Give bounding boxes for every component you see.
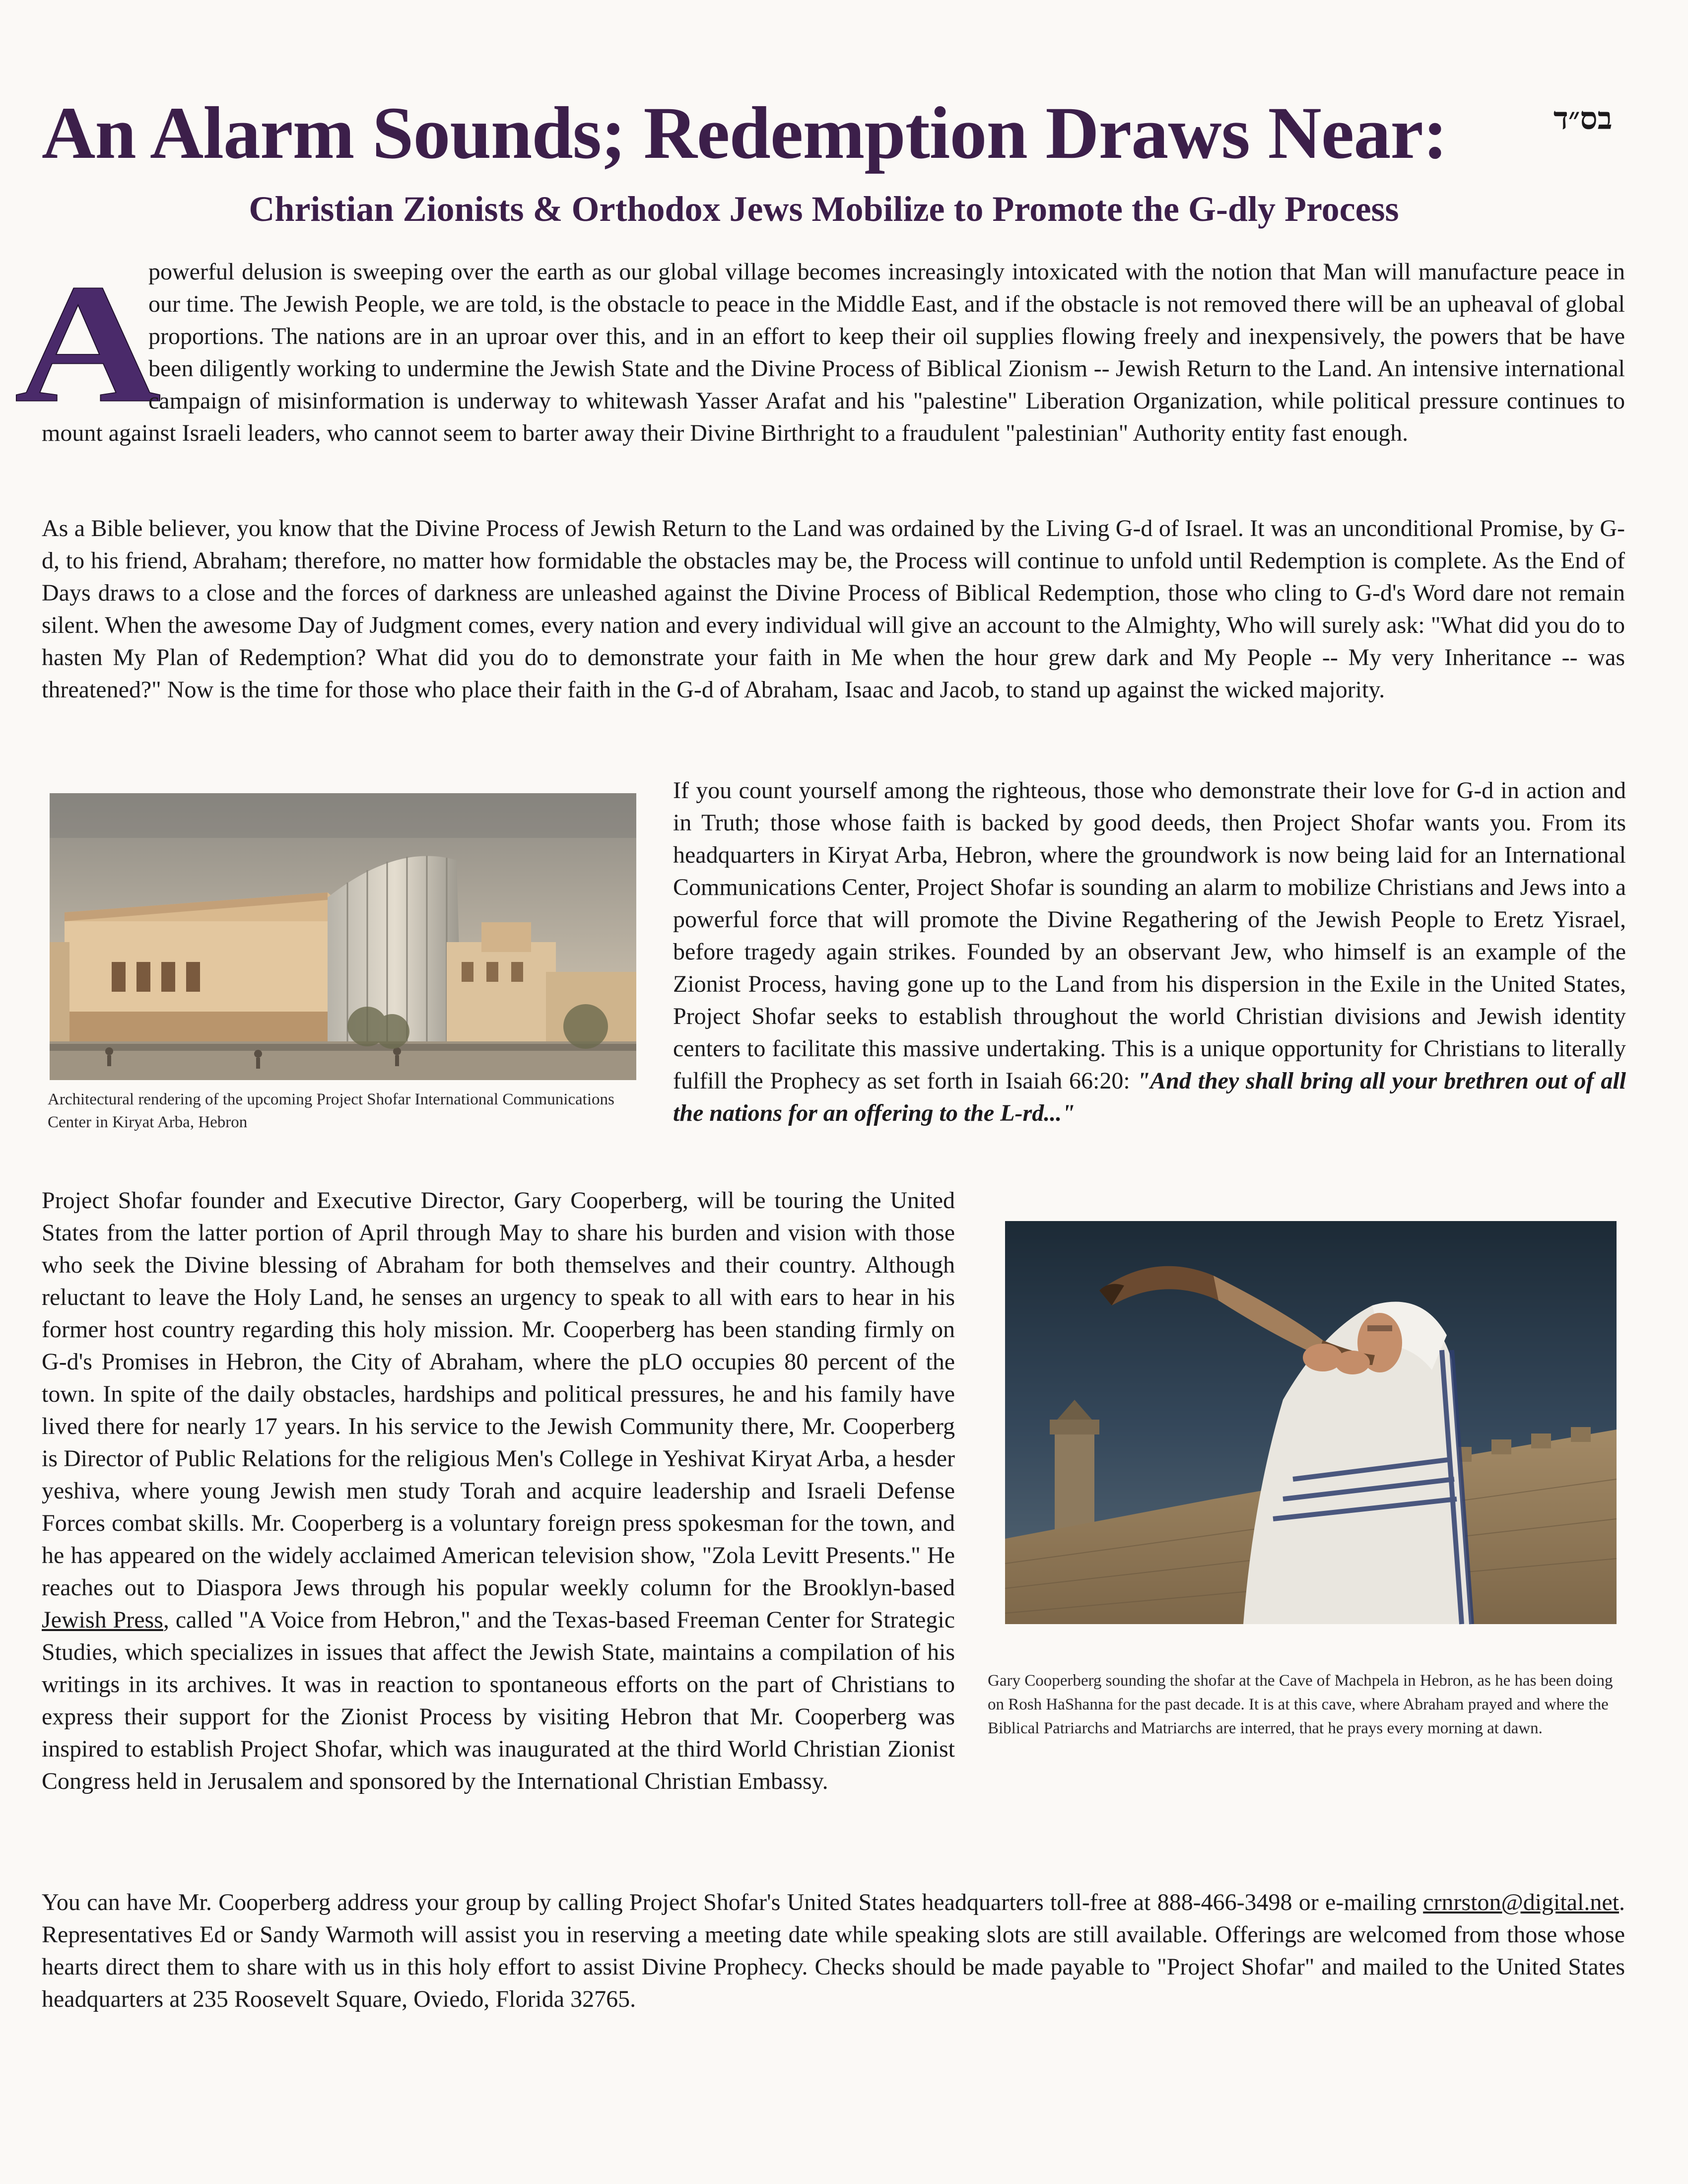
- isaiah-verse-quote: "And they shall bring all your brethren out of all the nations for an offering to the L-rd...": [673, 1068, 1626, 1126]
- rendering-caption: Architectural rendering of the upcoming Project Shofar International Communications Center in Kiryat Arba, Hebron: [48, 1091, 614, 1131]
- tour-text-before: Project Shofar founder and Executive Director, Gary Cooperberg, will be touring the United States from the latter portion of April through May to share his burden and vision with those who seek the Divine blessing of Abraham for both themselves and their country. Although reluctant to leave the Holy Land, he senses an urgency to speak to all with ears to hear in his former host country regarding this holy mission. Mr. Cooperberg has been standing firmly on G-d's Promises in Hebron, the City of Abraham, where the pLO occupies 80 percent of the town. In spite of the daily obstacles, hardships and political pressures, he and his family have lived there for nearly 17 years. In his service to the Jewish Community there, Mr. Cooperberg is Director of Public Relations for the religious Men's College in Yeshivat Kiryat Arba, a hesder yeshiva, where young Jewish men study Torah and acquire leadership and Israeli Defense Forces combat skills. Mr. Cooperberg is a voluntary foreign press spokesman for the town, and he has appeared on the widely acclaimed American television show, "Zola Levitt Presents." He reaches out to Diaspora Jews through his popular weekly column for the Brooklyn-based: [42, 1187, 955, 1601]
- shofar-photo-illustration: [1005, 1221, 1617, 1624]
- page-headline: An Alarm Sounds; Redemption Draws Near:: [42, 92, 1447, 174]
- project-shofar-paragraph: [673, 774, 1626, 1129]
- drop-cap-letter: A: [14, 249, 162, 438]
- intro-paragraph-1: [42, 256, 1625, 449]
- jewish-press-title: Jewish Press: [42, 1607, 163, 1633]
- contact-email-link[interactable]: crnrston@digital.net: [1423, 1889, 1619, 1915]
- architectural-rendering-illustration: [50, 793, 636, 1080]
- closing-text-after: . Representatives Ed or Sandy Warmoth will assist you in reserving a meeting date while speaking slots are still available. Offerings are welcomed from those whose hearts direct them to share with us in this holy effort to assist Divine Prophecy. Checks should be made payable to "Project Shofar" and mailed to the United States headquarters at 235 Roosevelt Square, Oviedo, Florida 32765.: [42, 1889, 1625, 2012]
- page-subheadline: Christian Zionists & Orthodox Jews Mobilize to Promote the G-dly Process: [249, 189, 1399, 229]
- shofar-photo-caption: Gary Cooperberg sounding the shofar at the Cave of Machpela in Hebron, as he has been doing on Rosh HaShanna for the past decade. It is at this cave, where Abraham prayed and where the Biblical Patriarchs and Matriarchs are interred, that he prays every morning at dawn.: [988, 1672, 1613, 1737]
- shofar-photo: [1005, 1221, 1617, 1624]
- tour-text-after: , called "A Voice from Hebron," and the Texas-based Freeman Center for Strategic Studies, which specializes in issues that affect the Jewish State, maintains a compilation of his writings in its archives. It was in reaction to spontaneous efforts on the part of Christians to express their support for the Zionist Process by visiting Hebron that Mr. Cooperberg was inspired to establish Project Shofar, which was inaugurated at the third World Christian Zionist Congress held in Jerusalem and sponsored by the International Christian Embassy.: [42, 1607, 955, 1794]
- closing-paragraph: [42, 1886, 1625, 2015]
- cooperberg-tour-paragraph: [42, 1184, 955, 1797]
- closing-text-before: You can have Mr. Cooperberg address your group by calling Project Shofar's United States headquarters toll-free at 888-466-3498 or e-mailing: [42, 1889, 1423, 1915]
- hebrew-blessing-mark: בס״ד: [1553, 102, 1613, 136]
- intro-paragraph-1-text: powerful delusion is sweeping over the earth as our global village becomes increasingly intoxicated with the notion that Man will manufacture peace in our time. The Jewish People, we are told, is the obstacle to peace in the Middle East, and if the obstacle is not removed there will be an upheaval of global proportions. The nations are in an uproar over this, and in an effort to keep their oil supplies flowing freely and inexpensively, the powers that be have been diligently working to undermine the Jewish State and the Divine Process of Biblical Zionism -- Jewish Return to the Land. An intensive international campaign of misinformation is underway to whitewash Yasser Arafat and his "palestine" Liberation Organization, while political pressure continues to mount against Israeli leaders, who cannot seem to barter away their Divine Birthright to a fraudulent "palestinian" Authority entity fast enough.: [42, 259, 1625, 446]
- intro-paragraph-2: As a Bible believer, you know that the Divine Process of Jewish Return to the Land was ordained by the Living G-d of Israel. It was an unconditional Promise, by G-d, to his friend, Abraham; therefore, no matter how formidable the obstacles may be, the Process will continue to unfold until Redemption is complete. As the End of Days draws to a close and the forces of darkness are unleashed against the Divine Process of Biblical Redemption, those who cling to G-d's Word dare not remain silent. When the awesome Day of Judgment comes, every nation and every individual will give an account to the Almighty, Who will surely ask: "What did you do to hasten My Plan of Redemption? What did you do to demonstrate your faith in Me when the hour grew dark and My People -- My very Inheritance -- was threatened?" Now is the time for those who place their faith in the G-d of Abraham, Isaac and Jacob, to stand up against the wicked majority.: [42, 515, 1625, 703]
- project-shofar-text: If you count yourself among the righteous, those who demonstrate their love for G-d in action and in Truth; those whose faith is backed by good deeds, then Project Shofar wants you. From its headquarters in Kiryat Arba, Hebron, where the groundwork is now being laid for an International Communications Center, Project Shofar is sounding an alarm to mobilize Christians and Jews into a powerful force that will promote the Divine Regathering of the Jewish People to Eretz Yisrael, before tragedy again strikes. Founded by an observant Jew, who himself is an example of the Zionist Process, having gone up to the Land from his dispersion in the Exile in the United States, Project Shofar seeks to establish throughout the world Christian divisions and Jewish identity centers to facilitate this massive undertaking. This is a unique opportunity for Christians to literally fulfill the Prophecy as set forth in Isaiah 66:20:: [673, 777, 1626, 1094]
- architectural-rendering-image: [50, 793, 636, 1080]
